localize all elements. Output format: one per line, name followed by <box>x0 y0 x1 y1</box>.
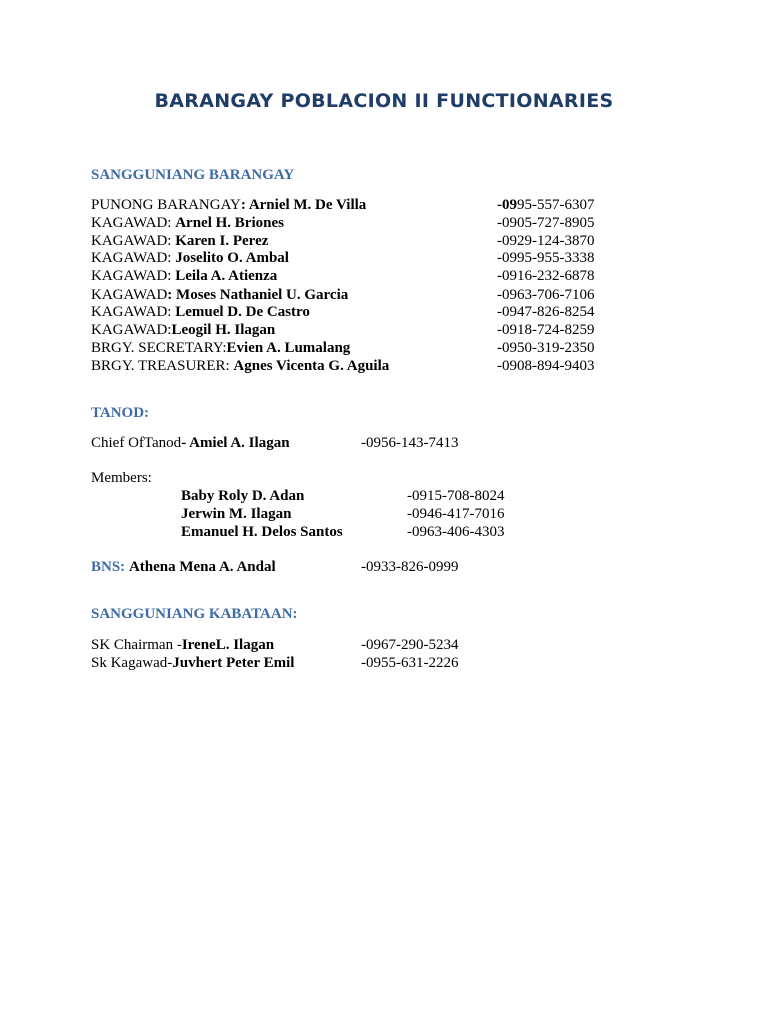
sangguniang-barangay-heading: SANGGUNIANG BARANGAY <box>91 167 295 183</box>
chief-phone: -0956-143-7413 <box>361 435 459 451</box>
member-name: Baby Roly D. Adan <box>181 488 305 504</box>
role-separator: : <box>222 340 227 356</box>
official-name: Evien A. Lumalang <box>226 340 351 356</box>
sk-phone: -0955-631-2226 <box>361 655 459 671</box>
members-label: Members: <box>91 470 152 486</box>
official-name: Karen I. Perez <box>175 233 269 249</box>
official-row <box>91 196 366 214</box>
official-phone: -0918-724-8259 <box>497 322 595 338</box>
official-role: BRGY. SECRETARY <box>91 340 223 356</box>
chief-name: Amiel A. Ilagan <box>189 435 290 451</box>
bns-phone: -0933-826-0999 <box>361 559 459 575</box>
official-phone: -0905-727-8905 <box>497 215 595 231</box>
member-phone: -0946-417-7016 <box>407 506 505 522</box>
official-phone: -0908-894-9403 <box>497 358 595 374</box>
tanod-heading: TANOD: <box>91 405 150 421</box>
official-name: Moses Nathaniel U. Garcia <box>176 287 349 303</box>
tanod-chief-row <box>91 434 290 452</box>
official-role: PUNONG BARANGAY <box>91 197 241 213</box>
member-name: Jerwin M. Ilagan <box>181 506 292 522</box>
official-role: KAGAWAD <box>91 215 168 231</box>
official-role: KAGAWAD <box>91 304 168 320</box>
phone-number: 95-557-6307 <box>517 197 595 213</box>
official-role: BRGY. TREASURER <box>91 358 226 374</box>
role-separator: : <box>240 197 249 213</box>
official-row <box>91 339 350 357</box>
role-separator: : <box>167 250 176 266</box>
phone-prefix: -09 <box>497 197 517 213</box>
official-row <box>91 286 348 304</box>
chief-role: Chief OfTanod <box>91 435 182 451</box>
official-phone: -0929-124-3870 <box>497 233 595 249</box>
role-separator: : <box>167 287 177 303</box>
sangguniang-kabataan-heading: SANGGUNIANG KABATAAN: <box>91 606 298 622</box>
official-row <box>91 321 275 339</box>
official-role: KAGAWAD <box>91 250 168 266</box>
official-phone: -0947-826-8254 <box>497 304 595 320</box>
official-name: Joselito O. Ambal <box>175 250 289 266</box>
official-row <box>91 267 277 285</box>
sk-phone: -0967-290-5234 <box>361 637 459 653</box>
official-row <box>91 357 389 375</box>
official-phone <box>497 196 595 214</box>
role-separator: : <box>167 215 176 231</box>
official-row <box>91 232 268 250</box>
member-phone: -0963-406-4303 <box>407 524 505 540</box>
role-separator: : <box>167 268 176 284</box>
sk-role: Sk Kagawad- <box>91 655 173 671</box>
page-title: BARANGAY POBLACION II FUNCTIONARIES <box>154 90 614 112</box>
official-row <box>91 303 310 321</box>
role-separator: - <box>181 435 190 451</box>
official-name: Lemuel D. De Castro <box>175 304 310 320</box>
official-phone: -0995-955-3338 <box>497 250 595 266</box>
official-role: KAGAWAD <box>91 287 168 303</box>
sk-name: IreneL. Ilagan <box>181 637 275 653</box>
bns-row <box>91 558 276 576</box>
official-phone: -0963-706-7106 <box>497 287 595 303</box>
role-separator: : <box>225 358 234 374</box>
role-separator: : <box>167 322 172 338</box>
role-separator: : <box>167 304 176 320</box>
official-phone: -0950-319-2350 <box>497 340 595 356</box>
bns-label: BNS: <box>91 559 126 575</box>
member-phone: -0915-708-8024 <box>407 488 505 504</box>
sk-row <box>91 636 274 654</box>
bns-name: Athena Mena A. Andal <box>128 559 276 575</box>
official-phone: -0916-232-6878 <box>497 268 595 284</box>
official-name: Arniel M. De Villa <box>248 197 367 213</box>
sk-name: Juvhert Peter Emil <box>172 655 295 671</box>
official-name: Arnel H. Briones <box>175 215 284 231</box>
sk-role: SK Chairman - <box>91 637 182 653</box>
role-separator: : <box>167 233 176 249</box>
official-row <box>91 249 289 267</box>
member-name: Emanuel H. Delos Santos <box>181 524 343 540</box>
official-name: Leila A. Atienza <box>175 268 278 284</box>
official-name: Leogil H. Ilagan <box>171 322 276 338</box>
official-role: KAGAWAD <box>91 233 168 249</box>
official-name: Agnes Vicenta G. Aguila <box>233 358 390 374</box>
official-role: KAGAWAD <box>91 268 168 284</box>
official-row <box>91 214 284 232</box>
official-role: KAGAWAD <box>91 322 168 338</box>
sk-row <box>91 654 294 672</box>
